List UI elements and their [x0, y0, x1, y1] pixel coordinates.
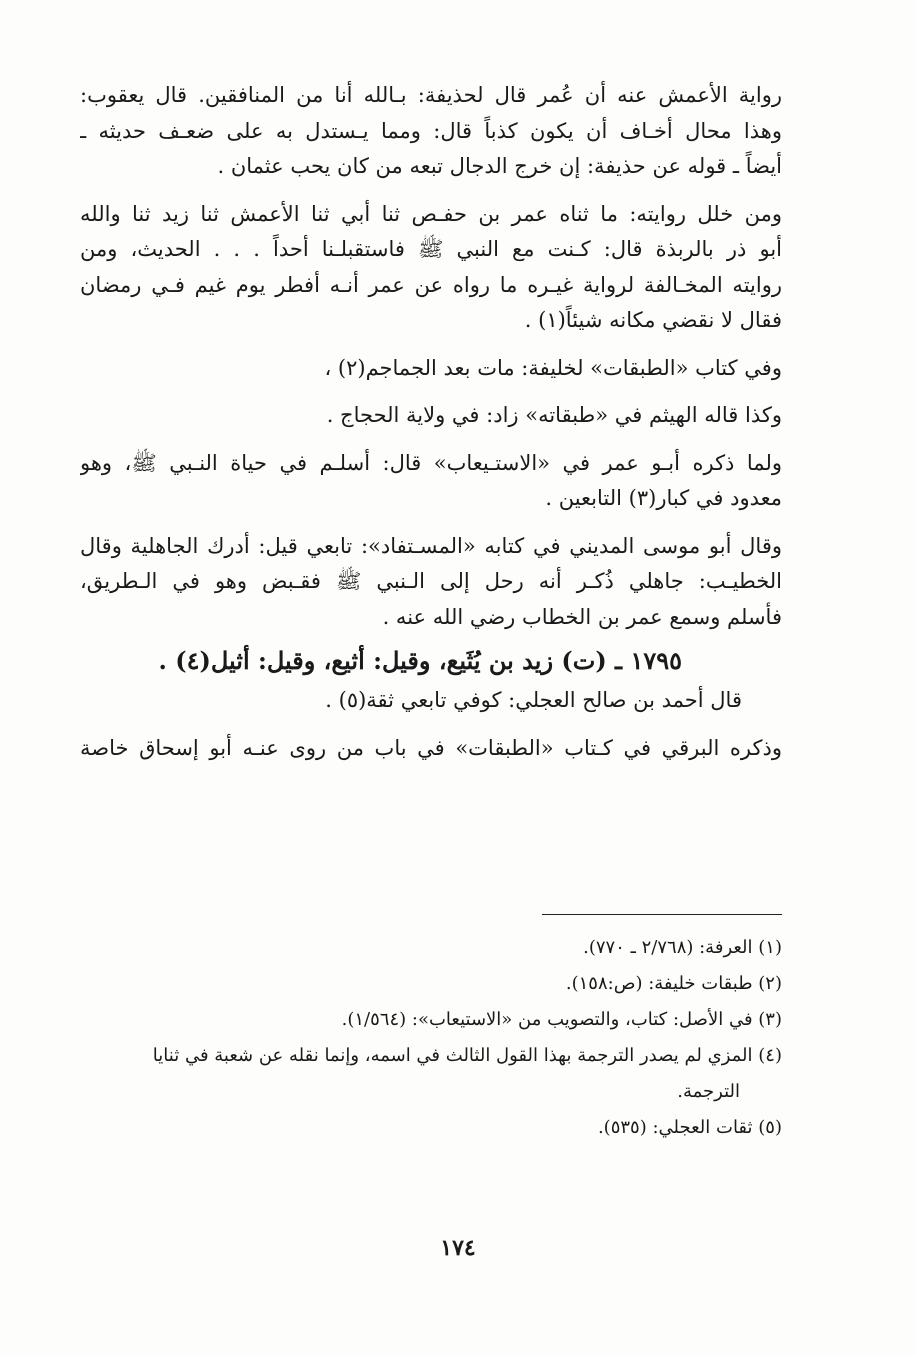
text-line: وفي كتاب «الطبقات» لخليفة: مات بعد الجماجم(٢) ،	[324, 355, 782, 380]
text-line: وذكره البرقي في كـتاب «الطبقات» في باب من روى عنـه أبو إسحاق خاصة	[80, 735, 782, 760]
footnote: (٢) طبقات خليفة: (ص:١٥٨).	[565, 973, 782, 994]
footnote: (٤) المزي لم يصدر الترجمة بهذا القول الثالث في اسمه، وإنما نقله عن شعبة في ثنايا	[152, 1045, 782, 1066]
text-line: أبو ذر بالربذة قال: كـنت مع النبي ﷺ فاستقبلـنا أحداً . . . الحديث، ومن	[80, 237, 782, 261]
footnote: (٥) ثقات العجلي: (٥٣٥).	[597, 1117, 782, 1138]
text-line: ومن خلل روايته: ما ثناه عمر بن حفـص ثنا أبي ثنا الأعمش ثنا زيد ثنا والله	[80, 201, 782, 226]
entry-heading: ١٧٩٥ ـ (ت) زيد بن يُثَيع، وقيل: أثيع، وقيل: أثيل(٤) .	[158, 646, 682, 675]
text-line: فأسلم وسمع عمر بن الخطاب رضي الله عنه .	[382, 604, 782, 629]
footnotes	[80, 930, 782, 1146]
text-line: وهذا محال أخـاف أن يكون كذباً قال: ومما يـستدل به على ضعـف حديثه ـ	[80, 118, 782, 143]
page-number: ١٧٤	[440, 1235, 476, 1261]
footnote-divider	[542, 914, 782, 915]
text-line: أيضاً ـ قوله عن حذيفة: إن خرج الدجال تبعه من كان يحب عثمان .	[217, 154, 782, 178]
text-line: الخطيـب: جاهلي ذُكـر أنه رحل إلى الـنبي ﷺ فقـبض وهو في الـطريق،	[80, 569, 782, 593]
footnote: (١) العرفة: (٢/٧٦٨ ـ ٧٧٠).	[583, 937, 782, 958]
text-line: ولما ذكره أبـو عمر في «الاستـيعاب» قال: أسلـم في حياة النـبي ﷺ، وهو	[80, 450, 782, 475]
text-line: رواية الأعمش عنه أن عُمر قال لحذيفة: بـالله أنا من المنافقين. قال يعقوب:	[80, 83, 782, 107]
text-line: وكذا قاله الهيثم في «طبقاته» زاد: في ولاية الحجاج .	[326, 403, 782, 427]
footnote-continuation: الترجمة.	[677, 1081, 740, 1102]
footnote: (٣) في الأصل: كتاب، والتصويب من «الاستيعاب»: (١/٥٦٤).	[341, 1009, 782, 1030]
text-line: وقال أبو موسى المديني في كتابه «المسـتفاد»: تابعي قيل: أدرك الجاهلية وقال	[80, 533, 782, 558]
text-line: روايته المخـالفة لرواية غيـره ما رواه عن عمر أنـه أفطر يوم غيم فـي رمضان	[80, 272, 782, 297]
text-line: فقال لا نقضي مكانه شيئاً(١) .	[524, 308, 782, 332]
text-line: معدود في كبار(٣) التابعين .	[545, 486, 782, 510]
text-line: قال أحمد بن صالح العجلي: كوفي تابعي ثقة(٥) .	[325, 688, 742, 712]
